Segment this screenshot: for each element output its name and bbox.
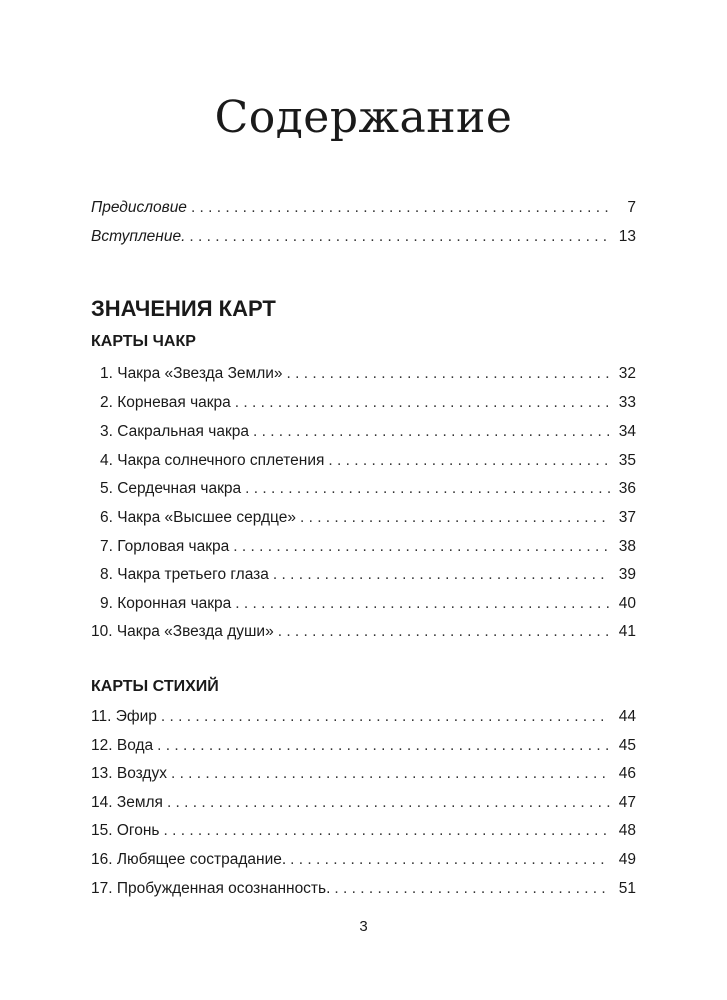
leader-dots (290, 851, 610, 869)
toc-entry-page: 33 (618, 394, 636, 411)
group-heading-chakras: КАРТЫ ЧАКР (91, 333, 196, 350)
leader-dots (253, 423, 610, 441)
toc-entry-label: Предисловие (91, 199, 187, 216)
toc-entry-page: 45 (618, 737, 636, 754)
toc-entry[interactable] (91, 851, 636, 877)
toc-entry[interactable] (100, 566, 636, 592)
toc-entry-page: 37 (618, 509, 636, 526)
group-heading-elements: КАРТЫ СТИХИЙ (91, 678, 219, 695)
toc-entry[interactable] (91, 794, 636, 820)
toc-entry[interactable] (100, 538, 636, 564)
toc-entry-label: 12. Вода (91, 737, 154, 754)
leader-dots (157, 737, 610, 755)
toc-entry-label: 14. Земля (91, 794, 163, 811)
toc-entry-introduction[interactable] (91, 228, 636, 254)
toc-entry-label: 2. Корневая чакра (100, 394, 231, 411)
leader-dots (300, 509, 610, 527)
leader-dots (245, 480, 610, 498)
toc-entry[interactable] (91, 765, 636, 791)
toc-entry-page: 38 (618, 538, 636, 555)
toc-entry[interactable] (100, 595, 636, 621)
toc-entry[interactable] (100, 452, 636, 478)
leader-dots (161, 708, 610, 726)
leader-dots (235, 394, 610, 412)
leader-dots (191, 199, 610, 217)
leader-dots (278, 623, 610, 641)
leader-dots (167, 794, 610, 812)
leader-dots (287, 365, 610, 383)
toc-entry-page: 47 (618, 794, 636, 811)
leader-dots (233, 538, 610, 556)
toc-entry-page: 39 (618, 566, 636, 583)
toc-entry[interactable] (91, 708, 636, 734)
leader-dots (163, 822, 610, 840)
toc-entry-label: Вступление. (91, 228, 186, 245)
toc-entry[interactable] (100, 480, 636, 506)
toc-entry-label: 15. Огонь (91, 822, 160, 839)
toc-entry-label: 17. Пробужденная осознанность. (91, 880, 331, 897)
leader-dots (171, 765, 610, 783)
toc-entry-label: 16. Любящее сострадание. (91, 851, 287, 868)
toc-entry-preface[interactable] (91, 199, 636, 225)
toc-entry-label: 13. Воздух (91, 765, 167, 782)
toc-entry-label: 10. Чакра «Звезда души» (91, 623, 274, 640)
toc-entry-page: 34 (618, 423, 636, 440)
leader-dots (273, 566, 610, 584)
toc-entry-page: 13 (618, 228, 636, 245)
toc-entry-page: 51 (618, 880, 636, 897)
toc-entry-page: 46 (618, 765, 636, 782)
toc-entry-label: 7. Горловая чакра (100, 538, 230, 555)
section-heading: ЗНАЧЕНИЯ КАРТ (91, 296, 276, 321)
page-number: 3 (359, 918, 368, 935)
toc-entry[interactable] (91, 737, 636, 763)
page-title: Содержание (214, 92, 513, 143)
toc-entry-page: 35 (618, 452, 636, 469)
toc-entry-label: 3. Сакральная чакра (100, 423, 249, 440)
toc-entry-label: 6. Чакра «Высшее сердце» (100, 509, 296, 526)
toc-entry[interactable] (100, 394, 636, 420)
toc-entry[interactable] (100, 365, 636, 391)
toc-entry-label: 8. Чакра третьего глаза (100, 566, 269, 583)
leader-dots (235, 595, 610, 613)
toc-entry[interactable] (91, 623, 636, 649)
toc-entry-page: 48 (618, 822, 636, 839)
toc-entry-page: 36 (618, 480, 636, 497)
toc-entry[interactable] (91, 822, 636, 848)
toc-entry-page: 49 (618, 851, 636, 868)
toc-entry-page: 32 (618, 365, 636, 382)
toc-entry-page: 40 (618, 595, 636, 612)
toc-entry-label: 4. Чакра солнечного сплетения (100, 452, 325, 469)
toc-entry-page: 44 (618, 708, 636, 725)
toc-entry[interactable] (91, 880, 636, 906)
leader-dots (328, 452, 610, 470)
leader-dots (189, 228, 610, 246)
toc-entry[interactable] (100, 423, 636, 449)
toc-entry-label: 5. Сердечная чакра (100, 480, 242, 497)
toc-entry-label: 1. Чакра «Звезда Земли» (100, 365, 283, 382)
toc-entry-label: 11. Эфир (91, 708, 157, 725)
toc-entry-page: 41 (618, 623, 636, 640)
toc-entry[interactable] (100, 509, 636, 535)
toc-entry-page: 7 (627, 199, 636, 216)
toc-entry-label: 9. Коронная чакра (100, 595, 232, 612)
leader-dots (334, 880, 610, 898)
